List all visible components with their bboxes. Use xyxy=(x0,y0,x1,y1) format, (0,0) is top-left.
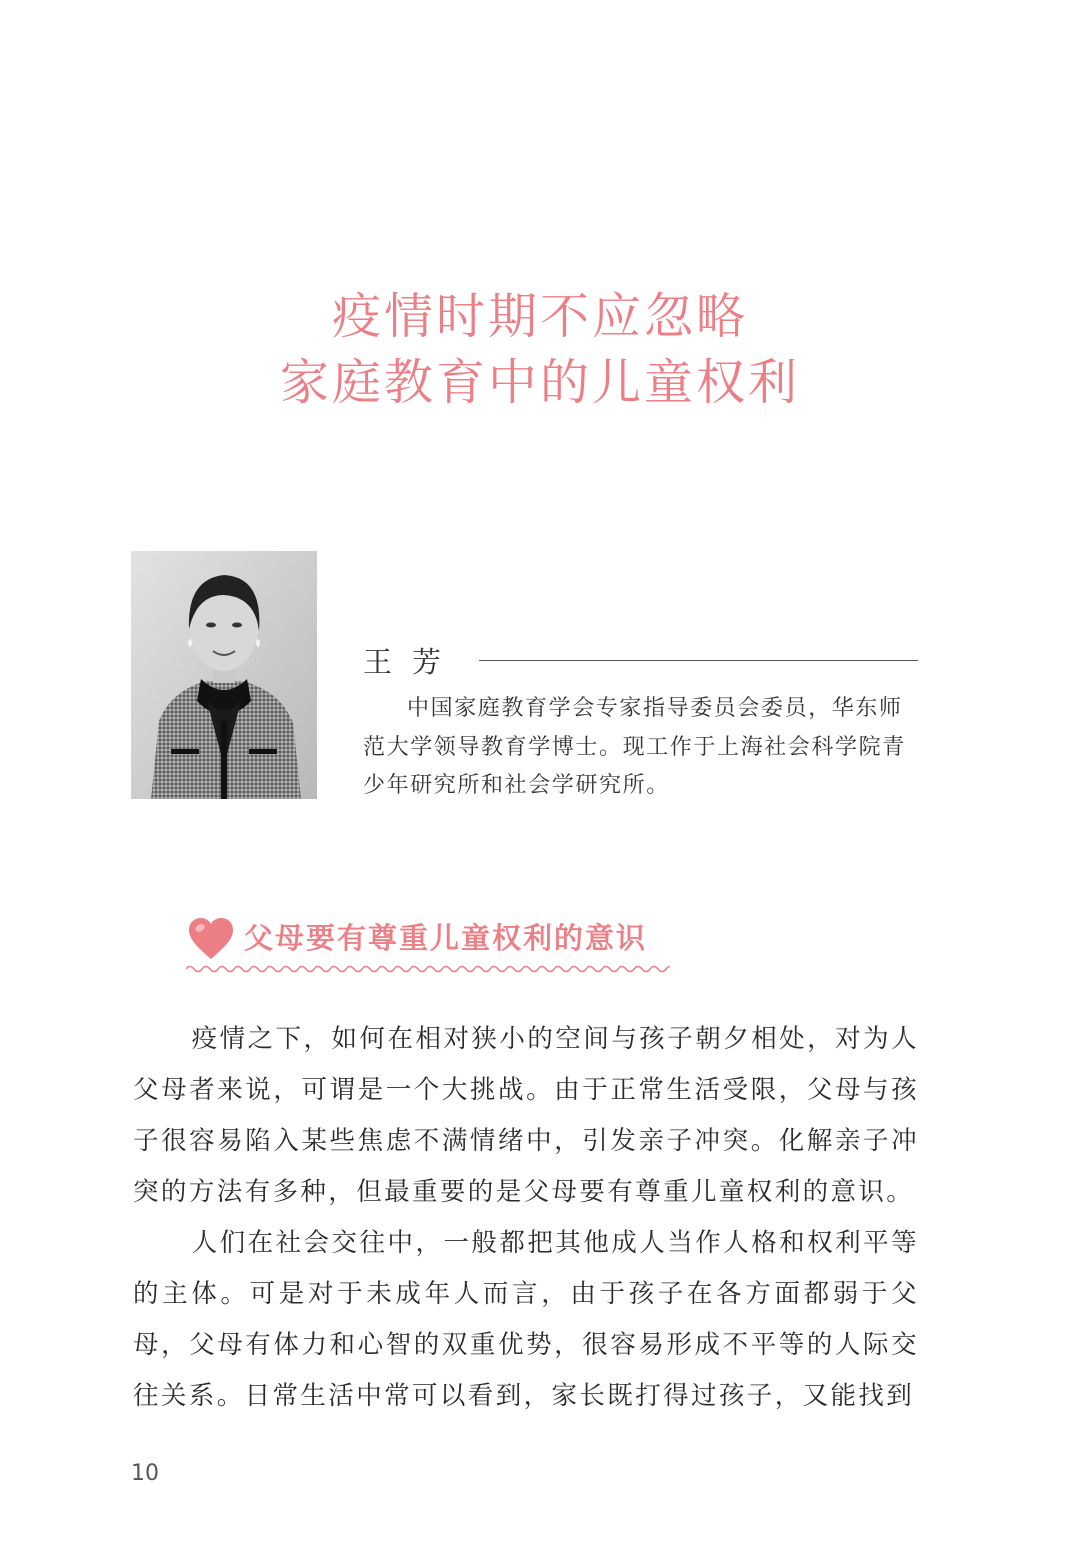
body-paragraph-1: 疫情之下，如何在相对狭小的空间与孩子朝夕相处，对为人父母者来说，可谓是一个大挑战。由于正常生活受限，父母与孩子很容易陷入某些焦虑不满情绪中，引发亲子冲突。化解亲子冲突的方法有多种，但最重要的是父母要有尊重儿童权利的意识。 xyxy=(133,1024,919,1207)
author-divider xyxy=(479,660,918,661)
page-number: 10 xyxy=(131,1461,159,1486)
article-title-line-1: 疫情时期不应忽略 xyxy=(331,288,748,345)
author-photo xyxy=(131,551,317,799)
section-heading: 父母要有尊重儿童权利的意识 xyxy=(244,921,648,955)
author-name: 王芳 xyxy=(363,645,462,679)
article-title-line-2: 家庭教育中的儿童权利 xyxy=(279,354,800,411)
body-paragraph-2: 人们在社会交往中，一般都把其他成人当作人格和权利平等的主体。可是对于未成年人而言，由于孩子在各方面都弱于父母，父母有体力和心智的双重优势，很容易形成不平等的人际交往关系。日常生活中常可以看到，家长既打得过孩子，又能找到 xyxy=(133,1228,919,1411)
heart-icon xyxy=(187,917,235,961)
author-bio: 中国家庭教育学会专家指导委员会委员，华东师范大学领导教育学博士。现工作于上海社会科学院青少年研究所和社会学研究所。 xyxy=(363,696,906,798)
section-wave-underline xyxy=(186,962,670,976)
